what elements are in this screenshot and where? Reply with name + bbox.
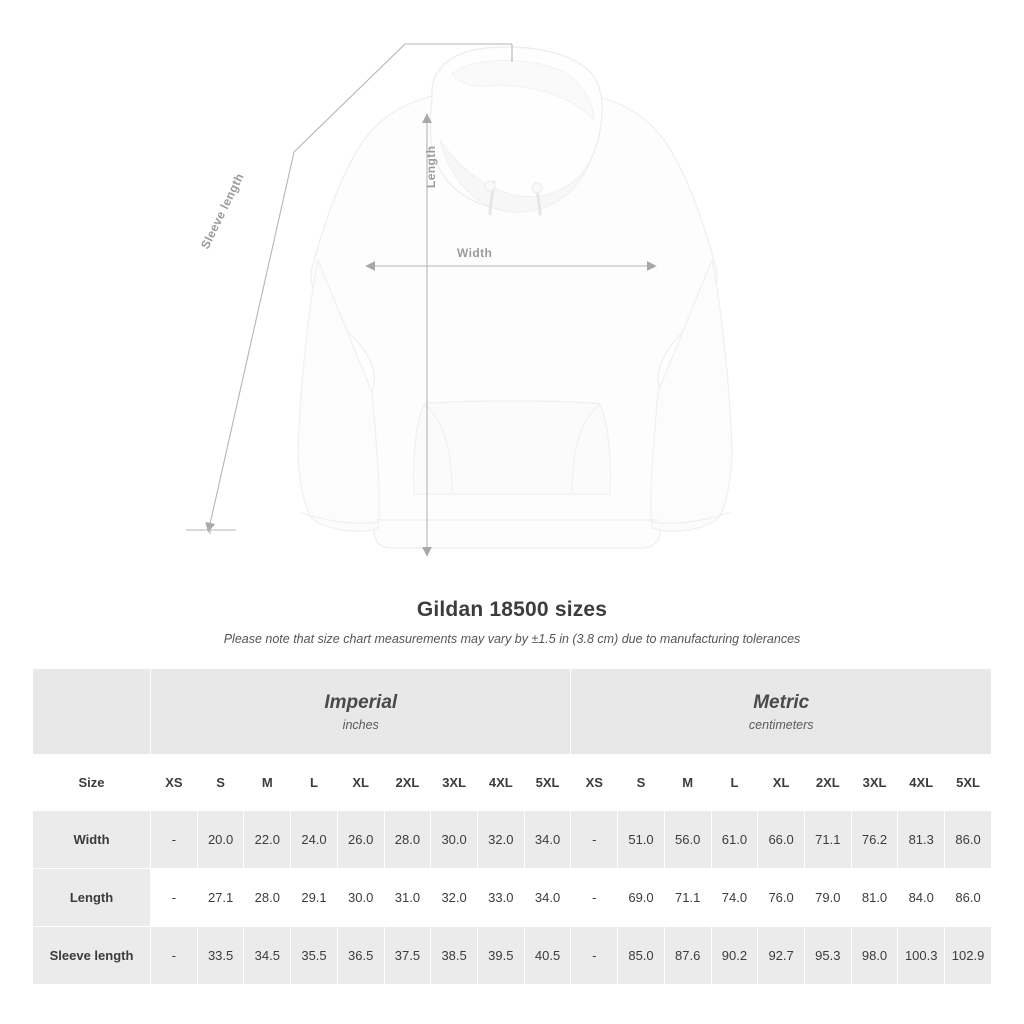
width-label: Width [457,246,493,260]
table-cell: 32.0 [477,811,524,869]
table-cell: 36.5 [337,927,384,985]
table-cell: 20.0 [197,811,244,869]
column-header-cell: 2XL [804,755,851,811]
column-header-cell: 4XL [898,755,945,811]
table-cell: 71.1 [664,869,711,927]
table-cell: 74.0 [711,869,758,927]
table-cell: 34.5 [244,927,291,985]
column-header-cell: M [244,755,291,811]
table-cell: 38.5 [431,927,478,985]
table-cell: 22.0 [244,811,291,869]
table-cell: 76.0 [758,869,805,927]
unit-header-row [33,669,992,755]
unit-group-metric-sub: centimeters [748,717,814,732]
table-cell: 76.2 [851,811,898,869]
table-cell: 81.0 [851,869,898,927]
table-cell: 92.7 [758,927,805,985]
table-cell: 56.0 [664,811,711,869]
table-cell: 35.5 [291,927,338,985]
table-cell: 34.0 [524,811,571,869]
table-cell: 90.2 [711,927,758,985]
unit-group-imperial [151,669,571,755]
table-cell: 34.0 [524,869,571,927]
table-cell: 87.6 [664,927,711,985]
column-header-cell: XL [758,755,805,811]
column-header-cell: S [197,755,244,811]
table-cell: 84.0 [898,869,945,927]
unit-header-spacer [33,669,151,755]
table-cell: - [151,811,198,869]
column-header-cell: XS [151,755,198,811]
size-table [32,668,992,985]
table-cell: 79.0 [804,869,851,927]
column-header-cell: 3XL [431,755,478,811]
table-cell: 102.9 [945,927,992,985]
size-table-wrapper [32,668,992,985]
table-cell: - [571,869,618,927]
title-block [0,598,1024,646]
table-cell: 86.0 [945,811,992,869]
table-cell: 81.3 [898,811,945,869]
column-header-cell: 5XL [524,755,571,811]
table-cell: 95.3 [804,927,851,985]
size-header-cell: Size [33,755,151,811]
table-cell: 37.5 [384,927,431,985]
table-cell: 29.1 [291,869,338,927]
table-cell: - [571,811,618,869]
unit-group-imperial-name: Imperial [324,691,398,713]
column-header-cell: 2XL [384,755,431,811]
table-cell: 28.0 [384,811,431,869]
unit-group-metric-name: Metric [753,691,810,713]
table-cell: - [151,869,198,927]
hoodie-shape [298,47,732,548]
column-header-cell: 3XL [851,755,898,811]
column-header-row [33,755,992,811]
table-cell: 27.1 [197,869,244,927]
unit-group-metric [571,669,992,755]
table-cell: - [151,927,198,985]
table-row [33,869,992,927]
table-cell: 31.0 [384,869,431,927]
row-label: Length [33,869,151,927]
table-cell: 61.0 [711,811,758,869]
length-label: Length [424,145,438,188]
table-cell: 39.5 [477,927,524,985]
table-cell: - [571,927,618,985]
table-cell: 69.0 [618,869,665,927]
table-row [33,811,992,869]
table-cell: 51.0 [618,811,665,869]
table-row [33,927,992,985]
table-cell: 86.0 [945,869,992,927]
table-cell: 33.0 [477,869,524,927]
table-cell: 71.1 [804,811,851,869]
page-title: Gildan 18500 sizes [416,598,608,621]
unit-group-imperial-sub: inches [342,717,379,732]
table-cell: 28.0 [244,869,291,927]
column-header-cell: S [618,755,665,811]
row-label: Width [33,811,151,869]
column-header-cell: 5XL [945,755,992,811]
table-cell: 32.0 [431,869,478,927]
table-cell: 26.0 [337,811,384,869]
column-header-cell: XL [337,755,384,811]
table-cell: 30.0 [431,811,478,869]
sleeve-length-label: Sleeve length [198,170,247,252]
column-header-cell: XS [571,755,618,811]
table-cell: 66.0 [758,811,805,869]
table-cell: 33.5 [197,927,244,985]
column-header-cell: M [664,755,711,811]
column-header-cell: L [711,755,758,811]
row-label: Sleeve length [33,927,151,985]
table-cell: 30.0 [337,869,384,927]
column-header-cell: 4XL [477,755,524,811]
table-cell: 100.3 [898,927,945,985]
table-cell: 85.0 [618,927,665,985]
table-cell: 98.0 [851,927,898,985]
column-header-cell: L [291,755,338,811]
table-cell: 40.5 [524,927,571,985]
table-cell: 24.0 [291,811,338,869]
tolerance-note: Please note that size chart measurements may vary by ±1.5 in (3.8 cm) due to manufacturing tolerances [223,632,801,646]
